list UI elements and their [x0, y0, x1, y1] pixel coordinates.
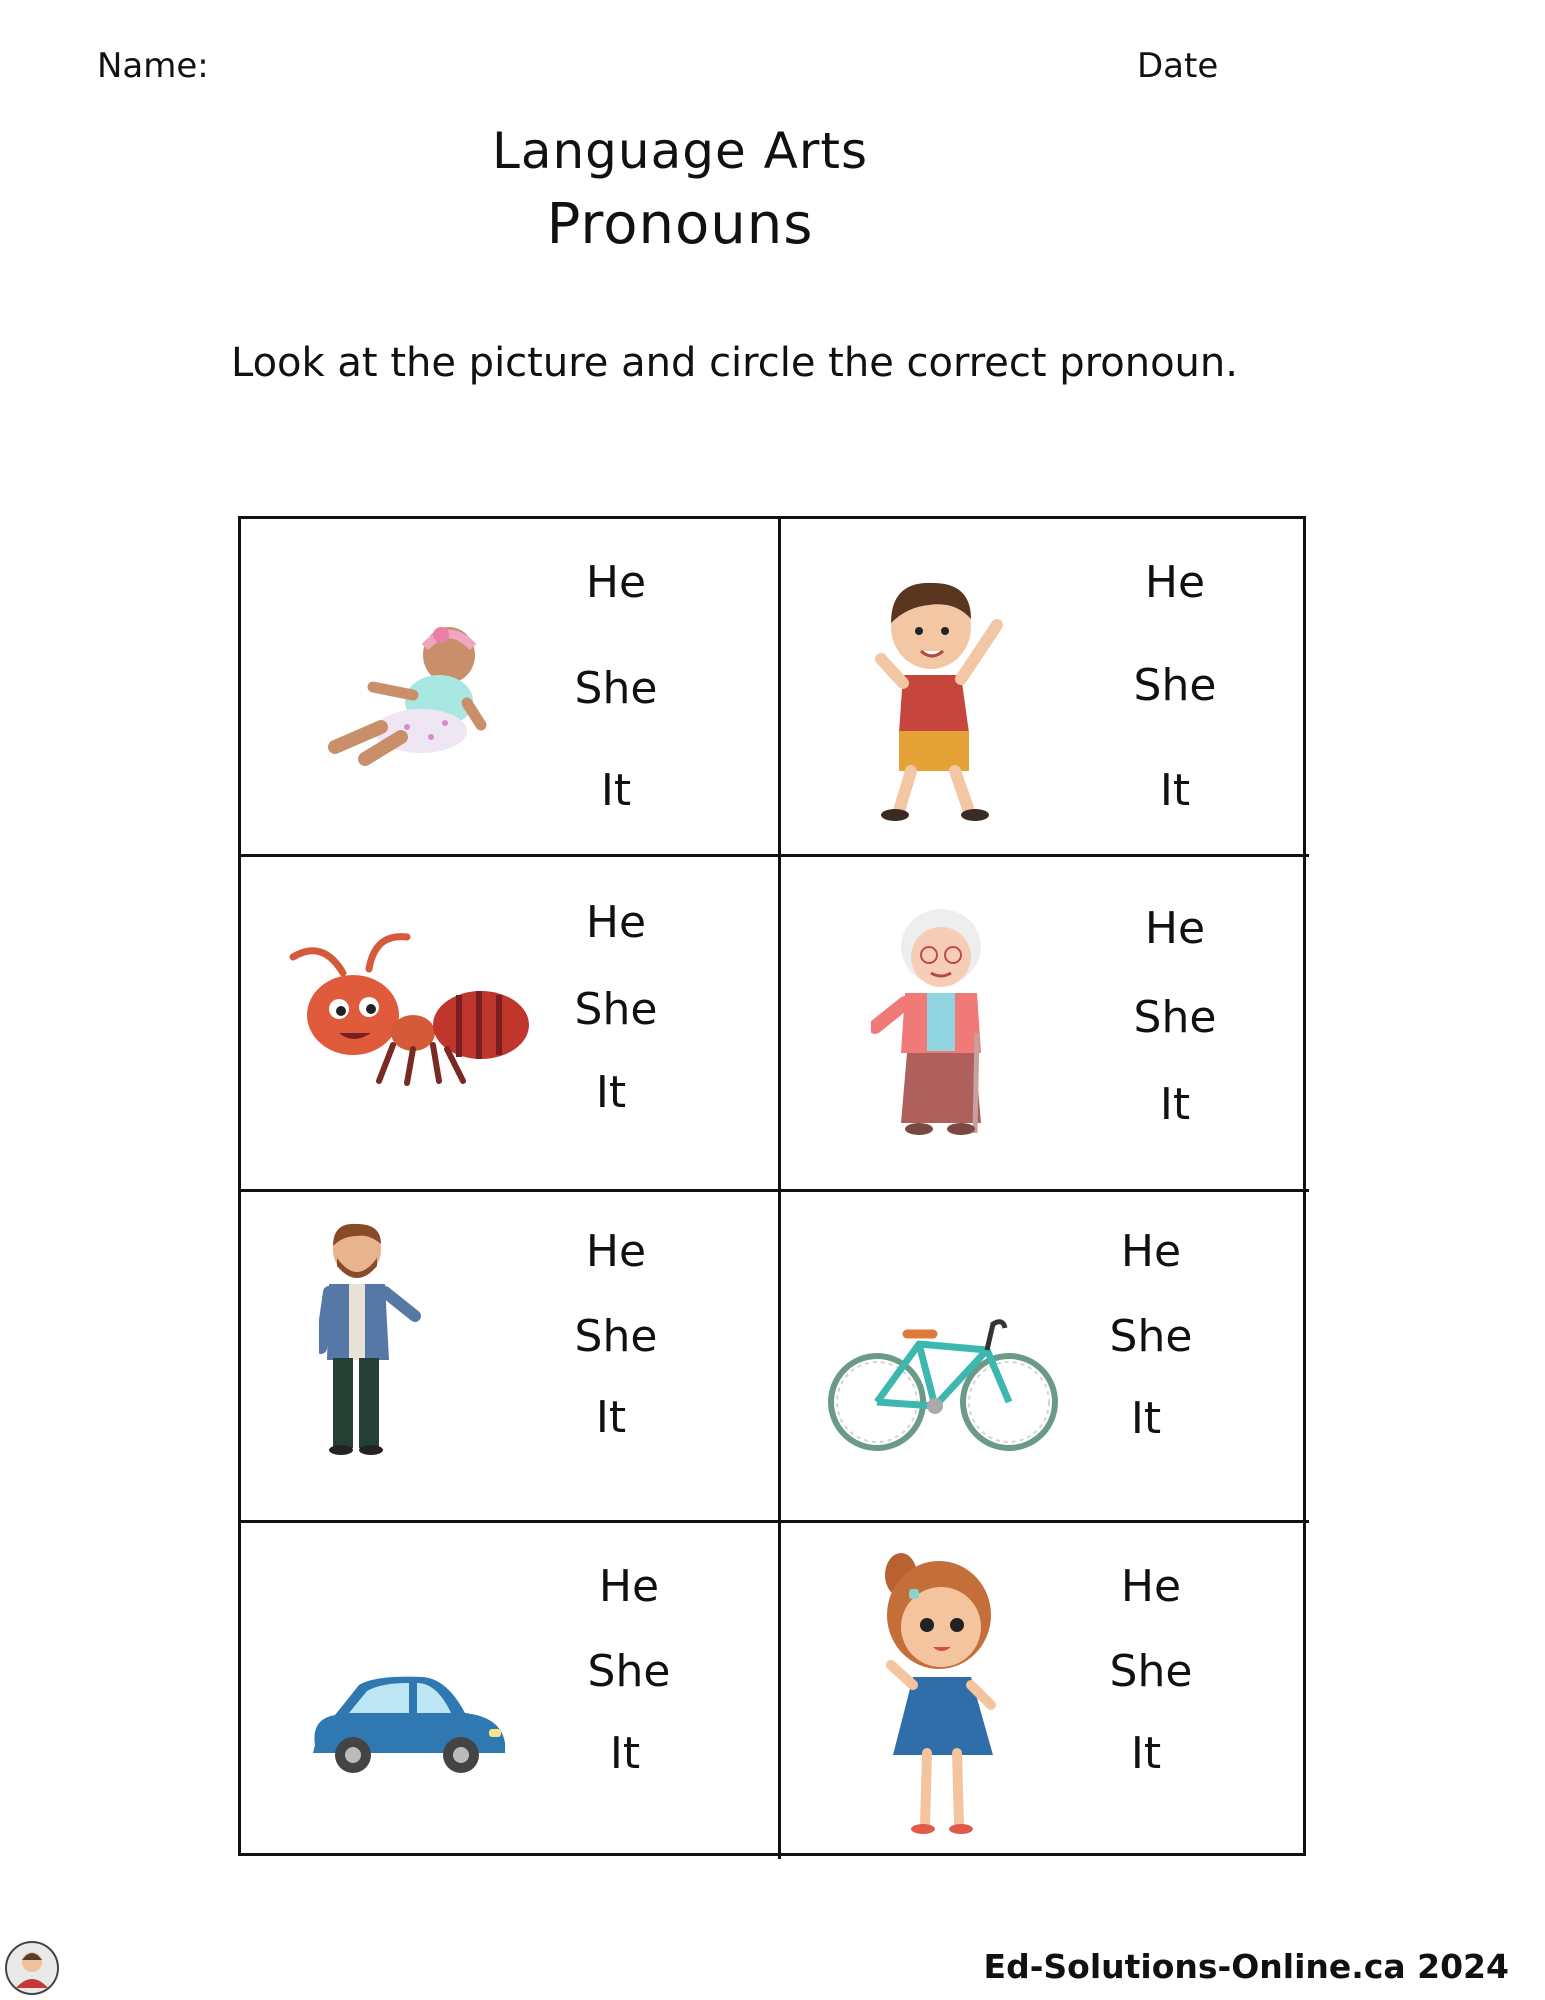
name-label: Name: — [97, 46, 209, 86]
option-it[interactable]: It — [1159, 765, 1191, 816]
option-she[interactable]: She — [1109, 1311, 1193, 1362]
option-he[interactable]: He — [1120, 1226, 1182, 1277]
footer-brand: Ed-Solutions-Online.ca 2024 — [983, 1947, 1509, 1986]
option-she[interactable]: She — [574, 1311, 658, 1362]
option-she[interactable]: She — [1109, 1646, 1193, 1697]
cell-man — [241, 1192, 781, 1523]
option-it[interactable]: It — [609, 1728, 641, 1779]
option-he[interactable]: He — [1144, 557, 1206, 608]
cell-car — [241, 1523, 781, 1859]
grandmother-icon — [871, 903, 1011, 1143]
option-it[interactable]: It — [1130, 1393, 1162, 1444]
cell-boy — [781, 519, 1309, 857]
option-he[interactable]: He — [585, 1226, 647, 1277]
option-he[interactable]: He — [585, 897, 647, 948]
option-she[interactable]: She — [1133, 660, 1217, 711]
option-he[interactable]: He — [598, 1561, 660, 1612]
option-she[interactable]: She — [574, 663, 658, 714]
cell-grandmother — [781, 857, 1309, 1192]
option-he[interactable]: He — [585, 557, 647, 608]
option-he[interactable]: He — [1144, 903, 1206, 954]
title-subject: Language Arts — [491, 122, 869, 180]
option-he[interactable]: He — [1120, 1561, 1182, 1612]
option-it[interactable]: It — [1130, 1728, 1162, 1779]
option-it[interactable]: It — [1159, 1079, 1191, 1130]
option-it[interactable]: It — [595, 1067, 627, 1118]
instructions: Look at the picture and circle the correct pronoun. — [231, 340, 1238, 386]
man-icon — [319, 1220, 429, 1460]
bicycle-icon — [827, 1314, 1059, 1454]
option-she[interactable]: She — [574, 984, 658, 1035]
pronoun-grid — [238, 516, 1306, 1856]
ant-icon — [283, 929, 533, 1089]
title-topic: Pronouns — [546, 192, 814, 257]
car-icon — [305, 1671, 509, 1775]
option-she[interactable]: She — [587, 1646, 671, 1697]
girl-icon — [873, 1545, 1023, 1845]
cell-ant — [241, 857, 781, 1192]
cell-doll — [241, 519, 781, 857]
date-label: Date — [1137, 46, 1219, 86]
option-she[interactable]: She — [1133, 992, 1217, 1043]
cell-bicycle — [781, 1192, 1309, 1523]
option-it[interactable]: It — [595, 1392, 627, 1443]
boy-waving-icon — [869, 575, 1019, 825]
option-it[interactable]: It — [600, 765, 632, 816]
teacher-avatar-icon — [4, 1940, 60, 1996]
baby-doll-icon — [321, 619, 501, 769]
cell-girl — [781, 1523, 1309, 1859]
